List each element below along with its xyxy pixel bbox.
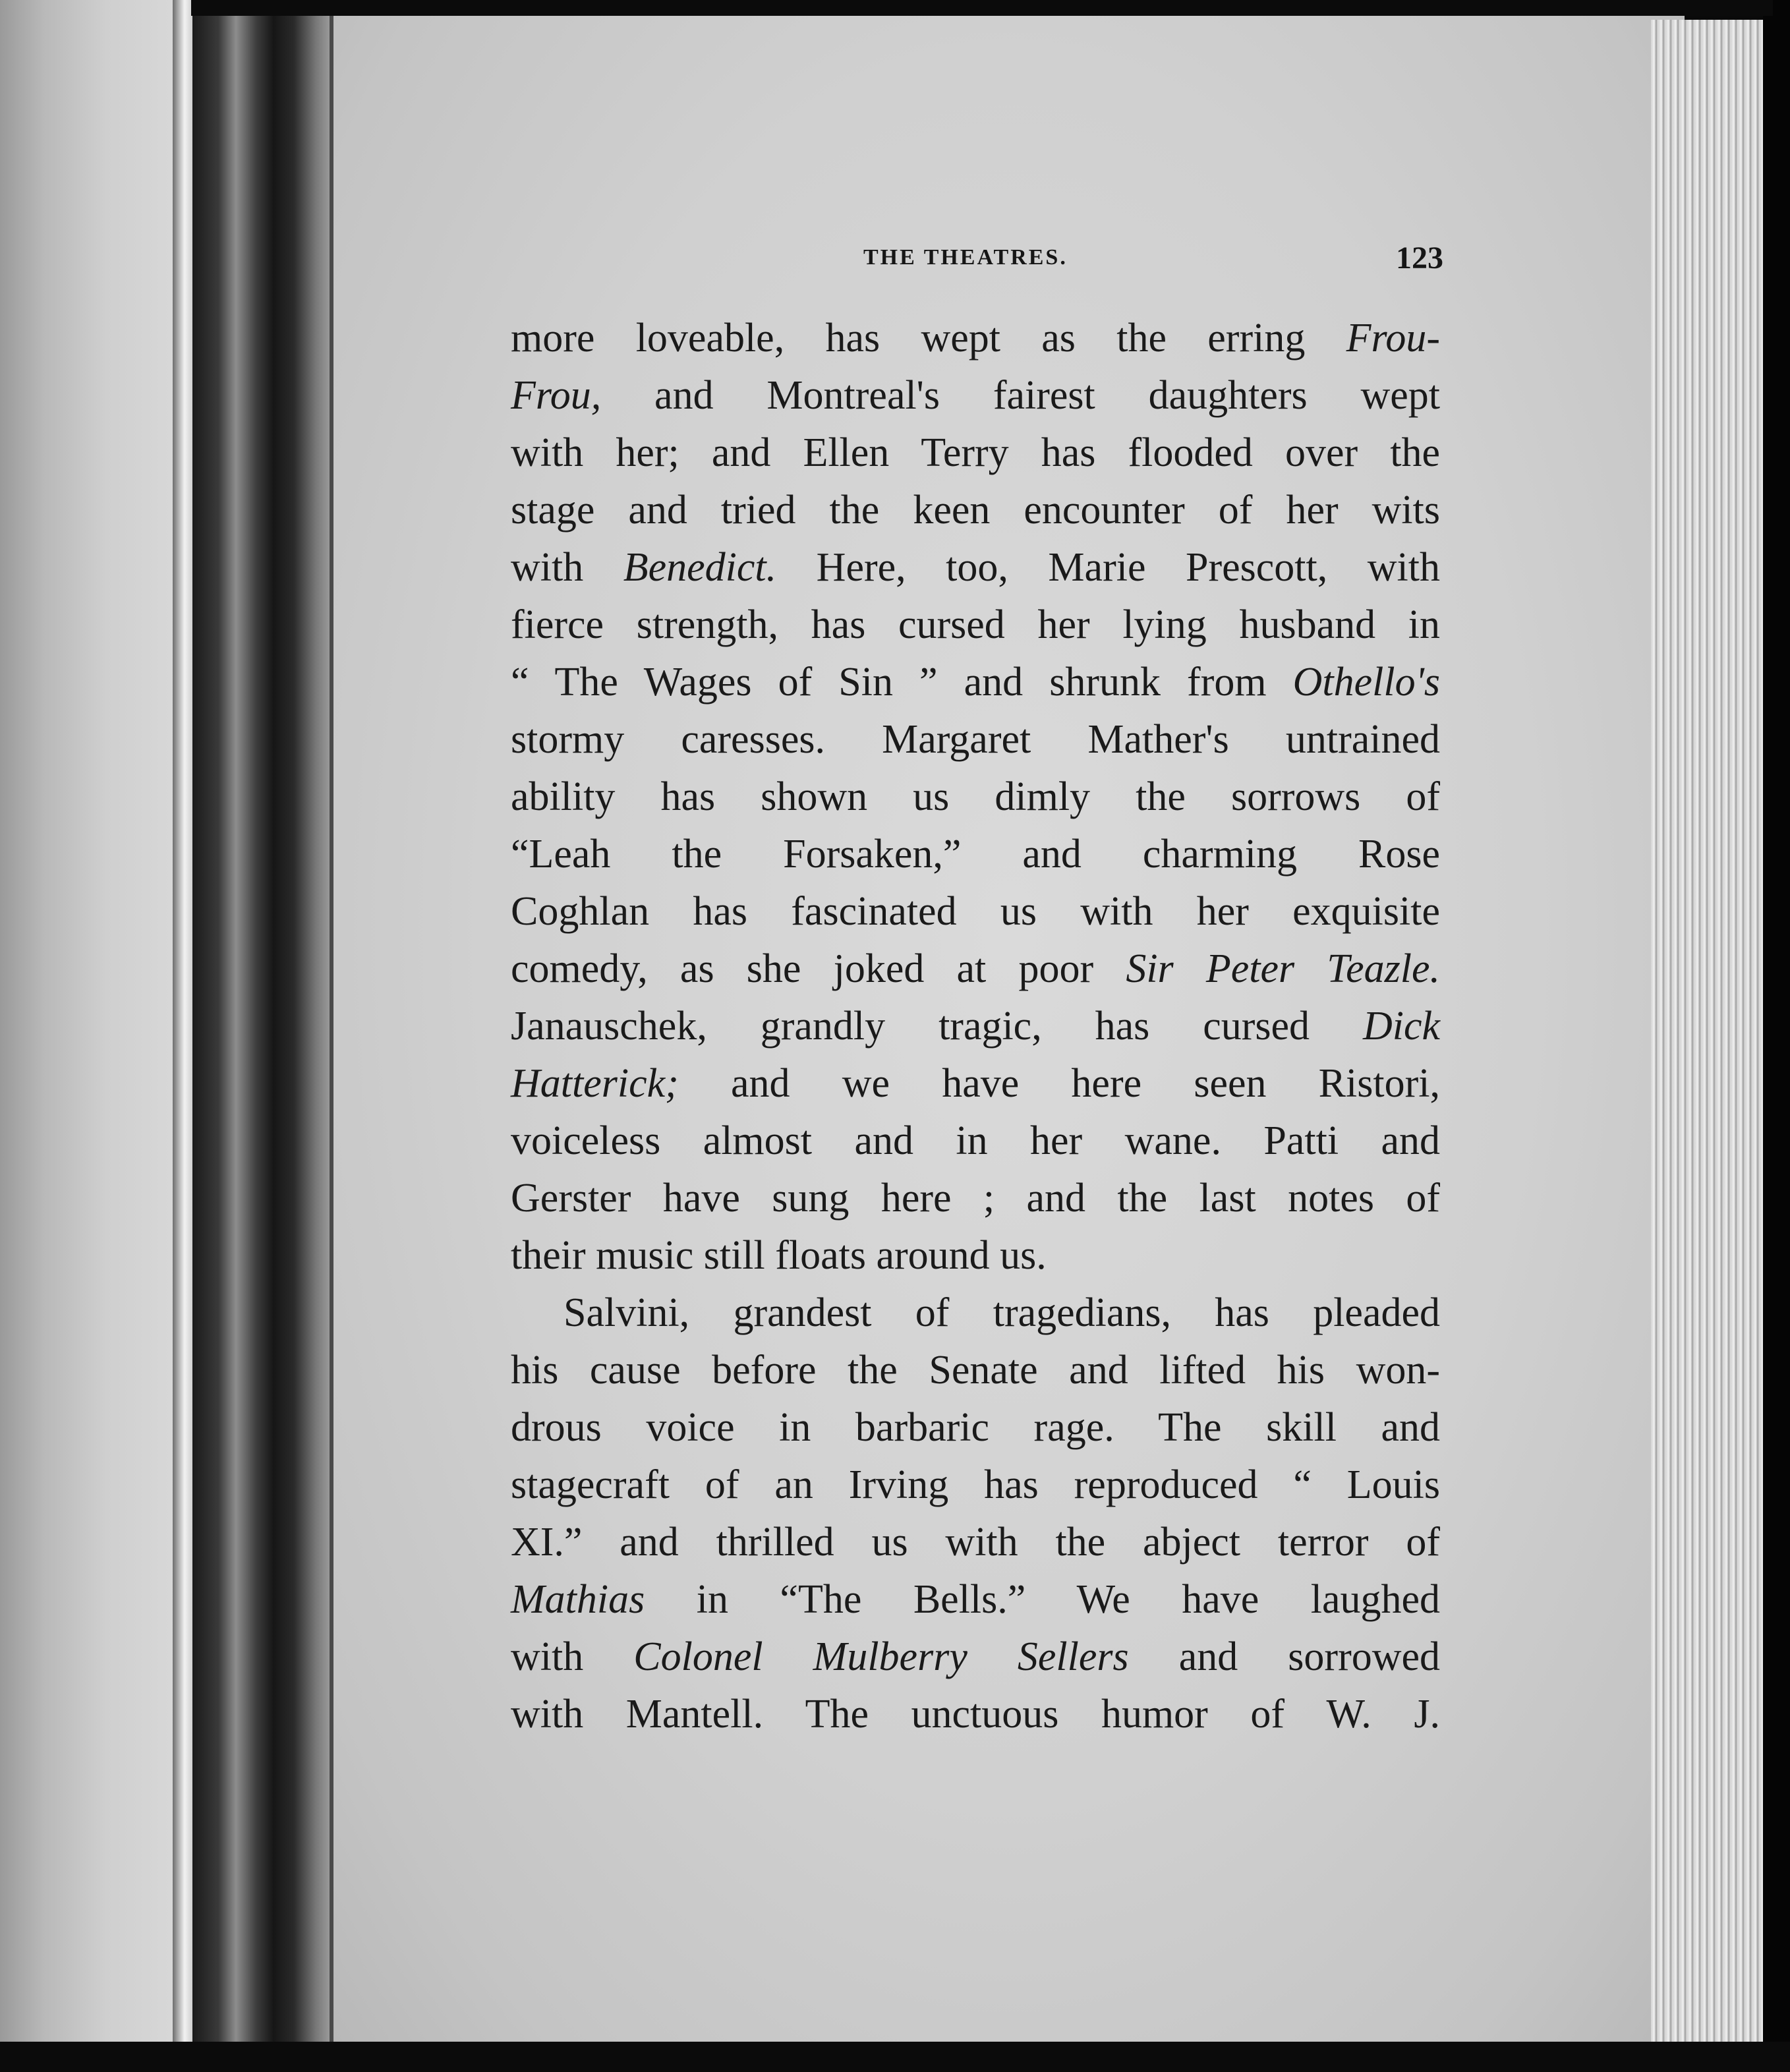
- text-line: XI.” and thrilled us with the abject terror of: [511, 1520, 1440, 1565]
- facing-page-edge: [173, 0, 192, 2072]
- text-line: “Leah the Forsaken,” and charming Rose: [511, 832, 1440, 877]
- text-line: more loveable, has wept as the erring Frou-: [511, 316, 1440, 360]
- text-line: Coghlan has fascinated us with her exquisite: [511, 889, 1440, 934]
- running-head: [521, 241, 1443, 285]
- text-line: their music still floats around us.: [511, 1233, 1047, 1278]
- text-line: ability has shown us dimly the sorrows of: [511, 774, 1440, 819]
- page-stack-edge: [1651, 20, 1763, 2056]
- text-line: Mathias in “The Bells.” We have laughed: [511, 1577, 1440, 1622]
- text-line: drous voice in barbaric rage. The skill and: [511, 1405, 1440, 1450]
- body-text: [511, 310, 1440, 1743]
- text-line: his cause before the Senate and lifted his won-: [511, 1348, 1440, 1393]
- text-line: with Colonel Mulberry Sellers and sorrowed: [511, 1634, 1441, 1679]
- facing-page: [0, 0, 178, 2072]
- text-line: stormy caresses. Margaret Mather's untrained: [511, 717, 1440, 762]
- page-number: 123: [1396, 241, 1443, 275]
- text-line: voiceless almost and in her wane. Patti and: [511, 1118, 1440, 1163]
- text-line: stage and tried the keen encounter of her wits: [511, 488, 1440, 532]
- text-line: stagecraft of an Irving has reproduced “ Louis: [511, 1462, 1440, 1507]
- scan-border-bottom: [0, 2042, 1790, 2072]
- text-line: Hatterick; and we have here seen Ristori,: [511, 1061, 1440, 1106]
- book-gutter: [192, 0, 337, 2072]
- scan-border-top: [191, 0, 1773, 16]
- scan-border-right: [1763, 0, 1790, 2072]
- text-line: Frou, and Montreal's fairest daughters wept: [511, 373, 1440, 418]
- running-head-title: THE THEATRES.: [863, 245, 1068, 270]
- text-line: with Benedict. Here, too, Marie Prescott, with: [511, 545, 1440, 590]
- text-line: with her; and Ellen Terry has flooded over the: [511, 430, 1440, 475]
- text-line: “ The Wages of Sin ” and shrunk from Othello's: [511, 660, 1440, 705]
- text-line: Gerster have sung here ; and the last notes of: [511, 1176, 1440, 1221]
- text-line: with Mantell. The unctuous humor of W. J.: [511, 1692, 1440, 1737]
- text-line: fierce strength, has cursed her lying husband in: [511, 602, 1440, 647]
- text-line: Salvini, grandest of tragedians, has pleaded: [563, 1290, 1440, 1335]
- text-line: Janauschek, grandly tragic, has cursed Dick: [511, 1004, 1440, 1049]
- text-line: comedy, as she joked at poor Sir Peter Teazle.: [511, 946, 1440, 991]
